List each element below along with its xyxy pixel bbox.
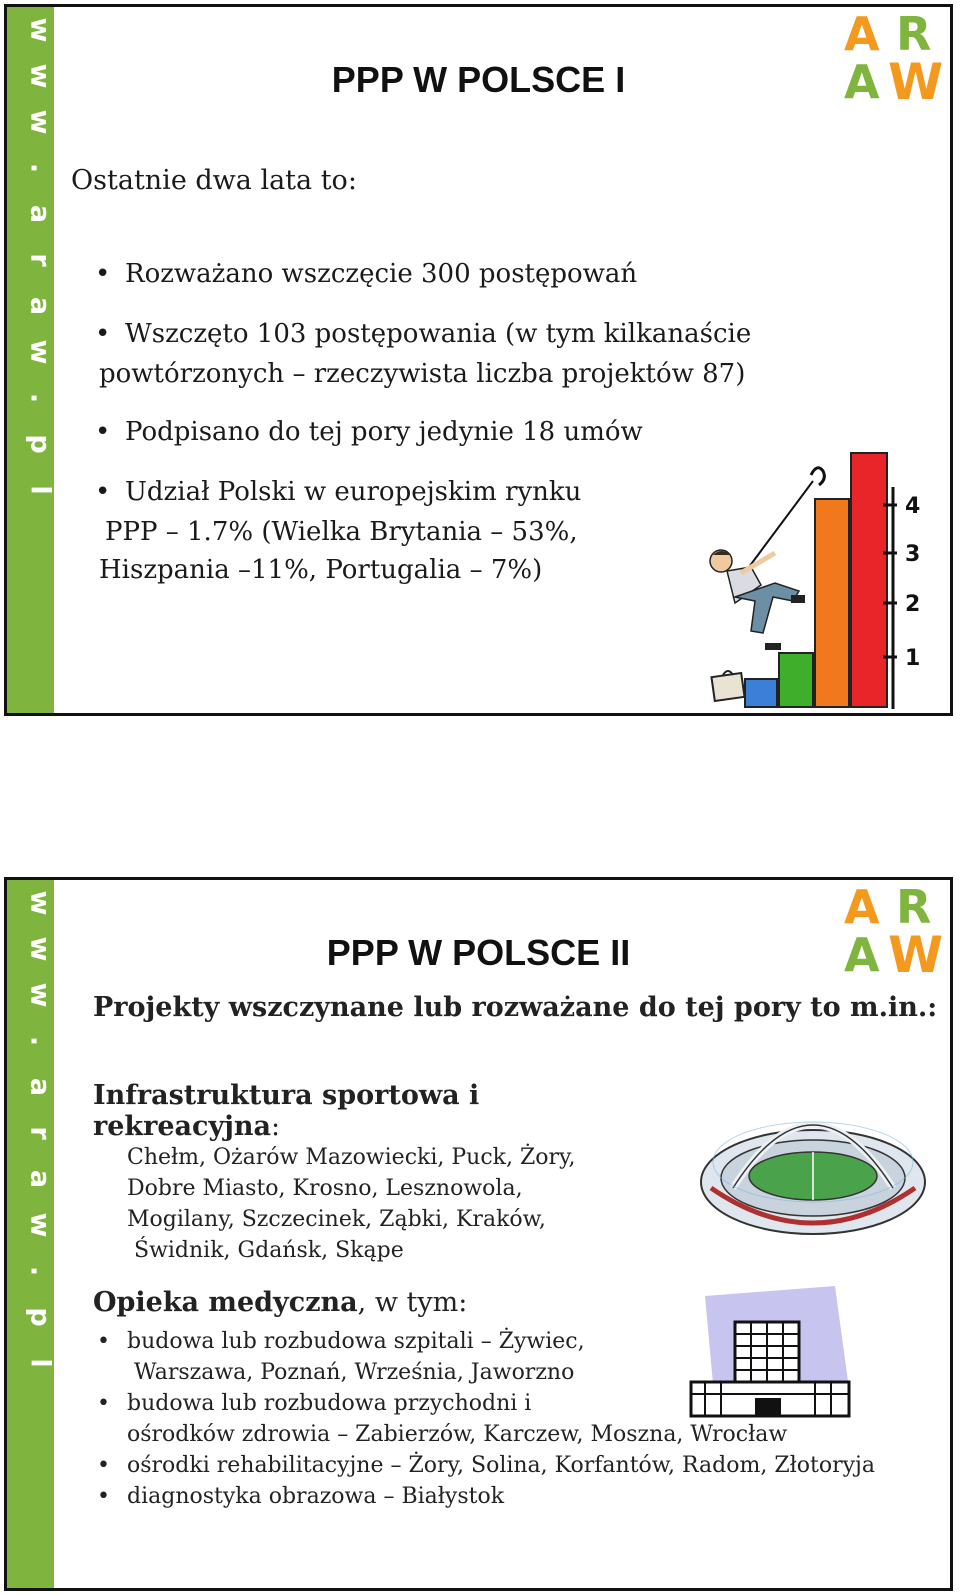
city-line: Mogilany, Szczecinek, Ząbki, Kraków, [127,1207,546,1232]
list-item: • Udział Polski w europejskim rynku PPP – 1.7% (Wielka Brytania – 53%, Hiszpania –11%, Portugalia – 7%) [95,477,582,585]
list-item: • Podpisano do tej pory jedynie 18 umów [95,417,643,447]
climber-bar-illustration [683,447,945,716]
sidebar-stripe [7,880,54,1588]
slide-title: PPP W POLSCE I [331,59,626,100]
sidebar-url: w w w . a r a w . p l [24,17,56,495]
city-line: Świdnik, Gdańsk, Skąpe [127,1238,404,1263]
sports-section [93,1080,653,1266]
tick-label: 3 [905,542,921,567]
sidebar-url: w w w . a r a w . p l [24,890,56,1368]
city-line: Dobre Miasto, Krosno, Lesznowola, [127,1176,523,1201]
list-item: • budowa lub rozbudowa przychodni i ośrodków zdrowia – Zabierzów, Karczew, Moszna, Wrocław [93,1388,933,1450]
city-line: Chełm, Ożarów Mazowiecki, Puck, Żory, [127,1145,576,1170]
list-item: • budowa lub rozbudowa szpitali – Żywiec, Warszawa, Poznań, Września, Jaworzno [93,1326,933,1388]
slide-1 [4,4,953,716]
list-item: • ośrodki rehabilitacyjne – Żory, Solina, Korfantów, Radom, Złotoryja [93,1450,933,1481]
lead-text: Projekty wszczynane lub rozważane do tej pory to m.in.: [93,992,938,1023]
tick-label: 1 [905,646,921,671]
araw-logo: A R A W [844,7,944,111]
section-heading: Infrastruktura sportowa i rekreacyjna: [93,1080,480,1142]
list-item: • Wszczęto 103 postępowania (w tym kilkanaście powtórzonych – rzeczywista liczba projektów 87) [95,319,752,389]
sidebar-stripe [7,7,54,713]
stadium-illustration [693,1092,933,1242]
slide-2 [4,877,953,1591]
araw-logo: A R A W [844,880,944,984]
tick-label: 4 [905,494,921,519]
hospital-illustration [685,1286,855,1446]
slide-title: PPP W POLSCE II [326,932,631,973]
list-item: • diagnostyka obrazowa – Białystok [93,1481,933,1512]
list-item: • Rozważano wszczęcie 300 postępowań [95,259,638,289]
tick-label: 2 [905,592,921,617]
section-heading: Opieka medyczna, w tym: [93,1287,468,1318]
intro-text: Ostatnie dwa lata to: [71,165,357,196]
